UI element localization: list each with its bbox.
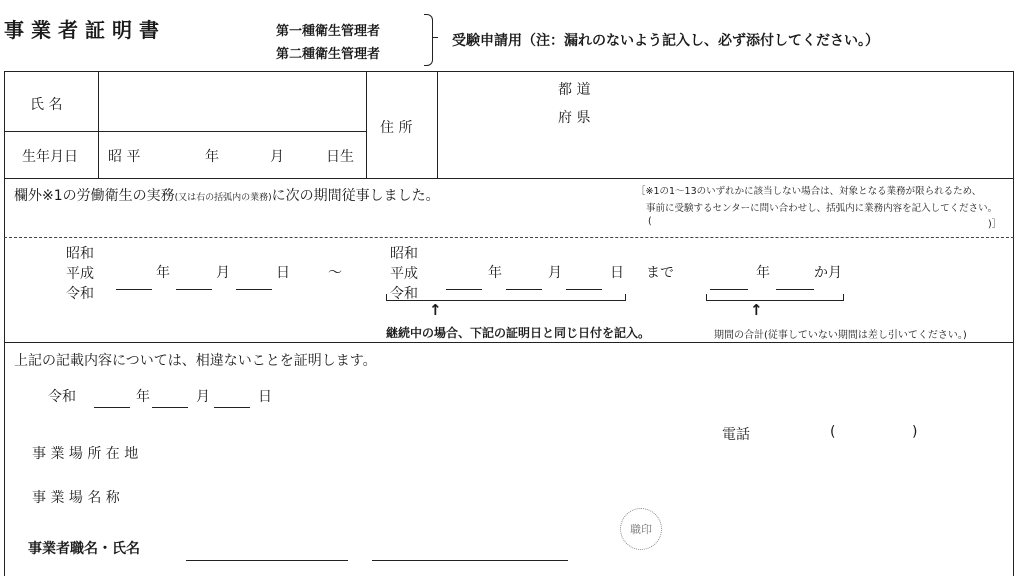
start-day-field[interactable] [236, 289, 272, 290]
row-divider-dashed [4, 237, 1014, 238]
experience-lead-note: (又は右の括弧内の業務) [174, 193, 272, 203]
birth-era-options: 昭 平 [108, 149, 141, 165]
role-first-class: 第一種衛生管理者 [276, 24, 381, 39]
start-era-reiwa: 令和 [66, 286, 94, 302]
total-years-label: 年 [756, 265, 770, 281]
start-day-label: 日 [276, 265, 290, 281]
cert-day-label: 日 [258, 389, 272, 405]
cert-era-label: 令和 [48, 389, 76, 405]
prefecture-to-do: 都 道 [558, 82, 591, 98]
experience-statement [14, 185, 440, 205]
prefecture-fu-ken: 府 県 [558, 110, 591, 126]
role-brace [424, 14, 433, 66]
role-brace-tip [432, 37, 438, 38]
business-name-field[interactable] [190, 484, 610, 508]
end-date-bracket [386, 294, 626, 301]
cert-year-field[interactable] [94, 407, 130, 408]
row-divider-certification [4, 342, 1014, 343]
phone-label: 電話 [722, 427, 750, 443]
document-title: 事業者証明書 [4, 18, 166, 42]
end-era-showa: 昭和 [390, 246, 418, 262]
purpose-note: 受験申請用（注：漏れのないよう記入し、必ず添付してください。） [452, 33, 879, 49]
total-note: 期間の合計(従事していない期間は差し引いてください。) [714, 330, 967, 341]
end-date-arrow-icon: ↑ [429, 301, 442, 319]
experience-note-line1: ［※1の1～13のいずれかに該当しない場合は、対象となる業務が限られるため、 [636, 186, 982, 197]
period-tilde: ～ [328, 265, 342, 281]
cert-month-label: 月 [196, 389, 210, 405]
experience-note-open: ( [648, 216, 652, 227]
cert-year-label: 年 [136, 389, 150, 405]
certification-statement: 上記の記載内容については、相違ないことを証明します。 [14, 353, 377, 369]
total-years-field[interactable] [710, 289, 748, 290]
birth-year-label: 年 [205, 149, 219, 165]
birth-month-label: 月 [270, 149, 284, 165]
experience-lead-end: に次の期間従事しました。 [271, 188, 440, 204]
birth-date-label: 生年月日 [22, 149, 78, 165]
business-content-field[interactable] [660, 214, 980, 230]
col-divider-address-value [437, 72, 438, 178]
end-year-label: 年 [488, 265, 502, 281]
experience-note-line2: 事前に受験するセンターに問い合わせし、括弧内に業務内容を記入してください。 [646, 203, 998, 214]
end-day-label: 日 [610, 265, 624, 281]
end-era-heisei: 平成 [390, 266, 418, 282]
start-era-showa: 昭和 [66, 246, 94, 262]
cert-day-field[interactable] [214, 407, 250, 408]
continuing-note: 継続中の場合、下記の証明日と同じ日付を記入。 [386, 326, 651, 340]
col-divider-address [366, 72, 367, 178]
end-month-label: 月 [548, 265, 562, 281]
start-year-field[interactable] [116, 289, 152, 290]
row-divider-name [4, 131, 366, 132]
start-month-label: 月 [216, 265, 230, 281]
business-name-label: 事 業 場 名 称 [32, 490, 120, 506]
business-location-label: 事 業 場 所 在 地 [32, 446, 139, 462]
employer-title-field[interactable] [186, 560, 348, 561]
start-era-heisei: 平成 [66, 266, 94, 282]
official-seal-placeholder: 職印 [620, 508, 662, 550]
address-field[interactable] [439, 73, 1011, 177]
total-months-field[interactable] [776, 289, 814, 290]
phone-open: ( [830, 424, 836, 440]
total-bracket [706, 294, 844, 301]
period-until: まで [646, 265, 674, 281]
end-era-reiwa: 令和 [390, 286, 418, 302]
start-month-field[interactable] [176, 289, 212, 290]
row-divider-personal [4, 178, 1014, 179]
col-divider-label [98, 72, 99, 178]
total-months-label: か月 [814, 265, 842, 281]
phone-field[interactable] [770, 422, 970, 442]
total-arrow-icon: ↑ [750, 301, 763, 319]
cert-month-field[interactable] [152, 407, 188, 408]
name-field[interactable] [100, 73, 364, 129]
employer-name-field[interactable] [372, 560, 568, 561]
phone-close: ) [912, 424, 918, 440]
business-location-field[interactable] [190, 440, 690, 464]
employer-name-label: 事業者職名・氏名 [28, 541, 140, 557]
experience-note-close: )］ [988, 219, 1002, 230]
role-second-class: 第二種衛生管理者 [276, 47, 381, 62]
end-year-field[interactable] [446, 289, 482, 290]
start-year-label: 年 [156, 265, 170, 281]
end-month-field[interactable] [506, 289, 542, 290]
birth-day-label: 日生 [326, 149, 354, 165]
end-day-field[interactable] [566, 289, 602, 290]
name-label: 氏 名 [30, 97, 63, 113]
address-label: 住 所 [380, 120, 413, 136]
experience-lead: 欄外※1の労働衛生の実務 [14, 188, 175, 204]
